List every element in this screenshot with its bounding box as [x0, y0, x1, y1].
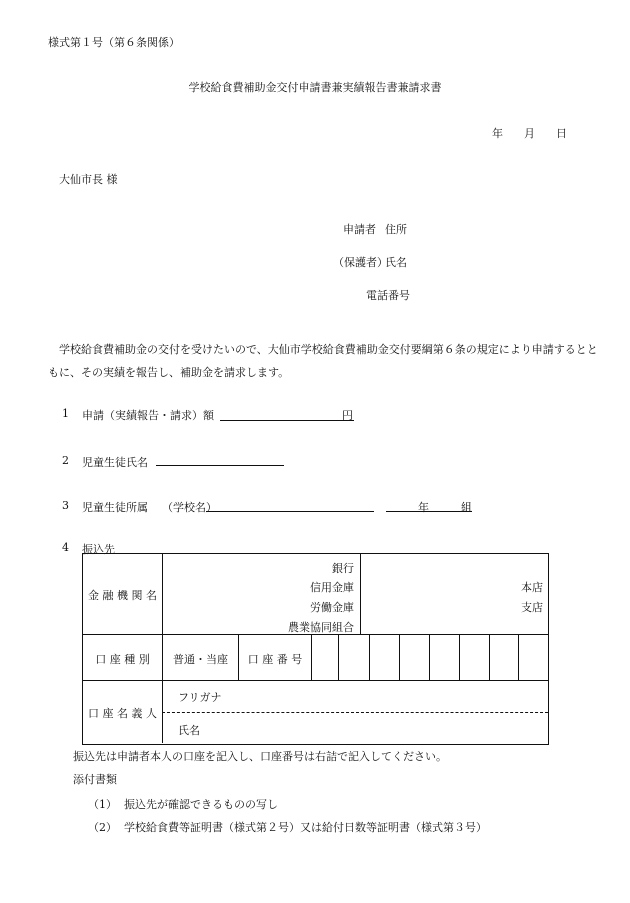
inst-type-ja: 農業協同組合 — [288, 621, 354, 634]
name-label: 氏名 — [385, 256, 407, 269]
item3-label: 児童生徒所属 — [82, 501, 148, 514]
item4-number: 4 — [62, 541, 69, 554]
address-label: 住所 — [385, 223, 407, 236]
applicant-label: 申請者 — [343, 223, 376, 236]
acct-num-divider — [311, 634, 312, 680]
furigana-label: フリガナ — [178, 691, 222, 704]
inst-type-bank: 銀行 — [332, 562, 354, 575]
holder-label: 口 座 名 義 人 — [88, 707, 157, 720]
digit-box-divider — [518, 634, 519, 680]
digit-box-divider — [459, 634, 460, 680]
item1-label: 申請（実績報告・請求）額 — [82, 409, 214, 422]
class-unit: 組 — [461, 501, 472, 514]
digit-box-divider — [338, 634, 339, 680]
student-name-field[interactable] — [156, 465, 284, 466]
furigana-divider — [162, 712, 548, 713]
digit-box-divider — [489, 634, 490, 680]
acct-num-label: 口 座 番 号 — [247, 653, 303, 666]
branch-type-main: 本店 — [521, 581, 543, 594]
amount-field[interactable] — [220, 420, 354, 421]
document-title: 学校給食費補助金交付申請書兼実績報告書兼請求書 — [188, 81, 442, 94]
acct-type-label: 口 座 種 別 — [95, 653, 150, 666]
year-unit: 年 — [418, 501, 429, 514]
bank-branch-divider — [360, 553, 361, 634]
digit-box-divider — [369, 634, 370, 680]
grade-class-field[interactable] — [386, 511, 472, 512]
addressee: 大仙市長 様 — [59, 173, 118, 186]
institution-label: 金 融 機 関 名 — [88, 589, 157, 602]
digit-box-divider — [399, 634, 400, 680]
school-name-label: （学校名） — [162, 501, 217, 514]
yen-unit: 円 — [342, 409, 353, 422]
item3-number: 3 — [62, 499, 69, 512]
attachments-label: 添付書類 — [73, 773, 117, 786]
branch-type-branch: 支店 — [521, 601, 543, 614]
guardian-label: （保護者） — [333, 256, 388, 269]
phone-label: 電話番号 — [366, 289, 410, 302]
date-month-label: 月 — [524, 127, 535, 140]
body-text-line2: もに、その実績を報告し、補助金を請求します。 — [48, 366, 290, 379]
attachment-1-text: 振込先が確認できるものの写し — [124, 798, 278, 811]
school-name-field[interactable] — [206, 511, 374, 512]
attachment-2-number: （2） — [88, 821, 117, 834]
item4-label: 振込先 — [82, 543, 115, 556]
attachment-1-number: （1） — [88, 798, 117, 811]
inst-type-rokin: 労働金庫 — [310, 601, 354, 614]
inst-type-shinkin: 信用金庫 — [310, 581, 354, 594]
item1-number: 1 — [62, 407, 69, 420]
form-number: 様式第１号（第６条関係） — [48, 36, 180, 49]
acct-type-value[interactable]: 普通・当座 — [173, 653, 228, 666]
transfer-note: 振込先は申請者本人の口座を記入し、口座番号は右詰で記入してください。 — [73, 750, 447, 763]
bank-table-label-divider — [162, 553, 163, 743]
date-day-label: 日 — [556, 127, 567, 140]
bank-row-divider-2 — [82, 680, 548, 681]
item2-number: 2 — [62, 454, 69, 467]
holder-name-label: 氏名 — [178, 724, 200, 737]
attachment-2-text: 学校給食費等証明書（様式第２号）又は給付日数等証明書（様式第３号） — [124, 821, 487, 834]
date-year-label: 年 — [492, 127, 503, 140]
item2-label: 児童生徒氏名 — [82, 456, 148, 469]
body-text-line1: 学校給食費補助金の交付を受けたいので、大仙市学校給食費補助金交付要綱第６条の規定により申請するとと — [59, 343, 598, 356]
digit-box-divider — [429, 634, 430, 680]
